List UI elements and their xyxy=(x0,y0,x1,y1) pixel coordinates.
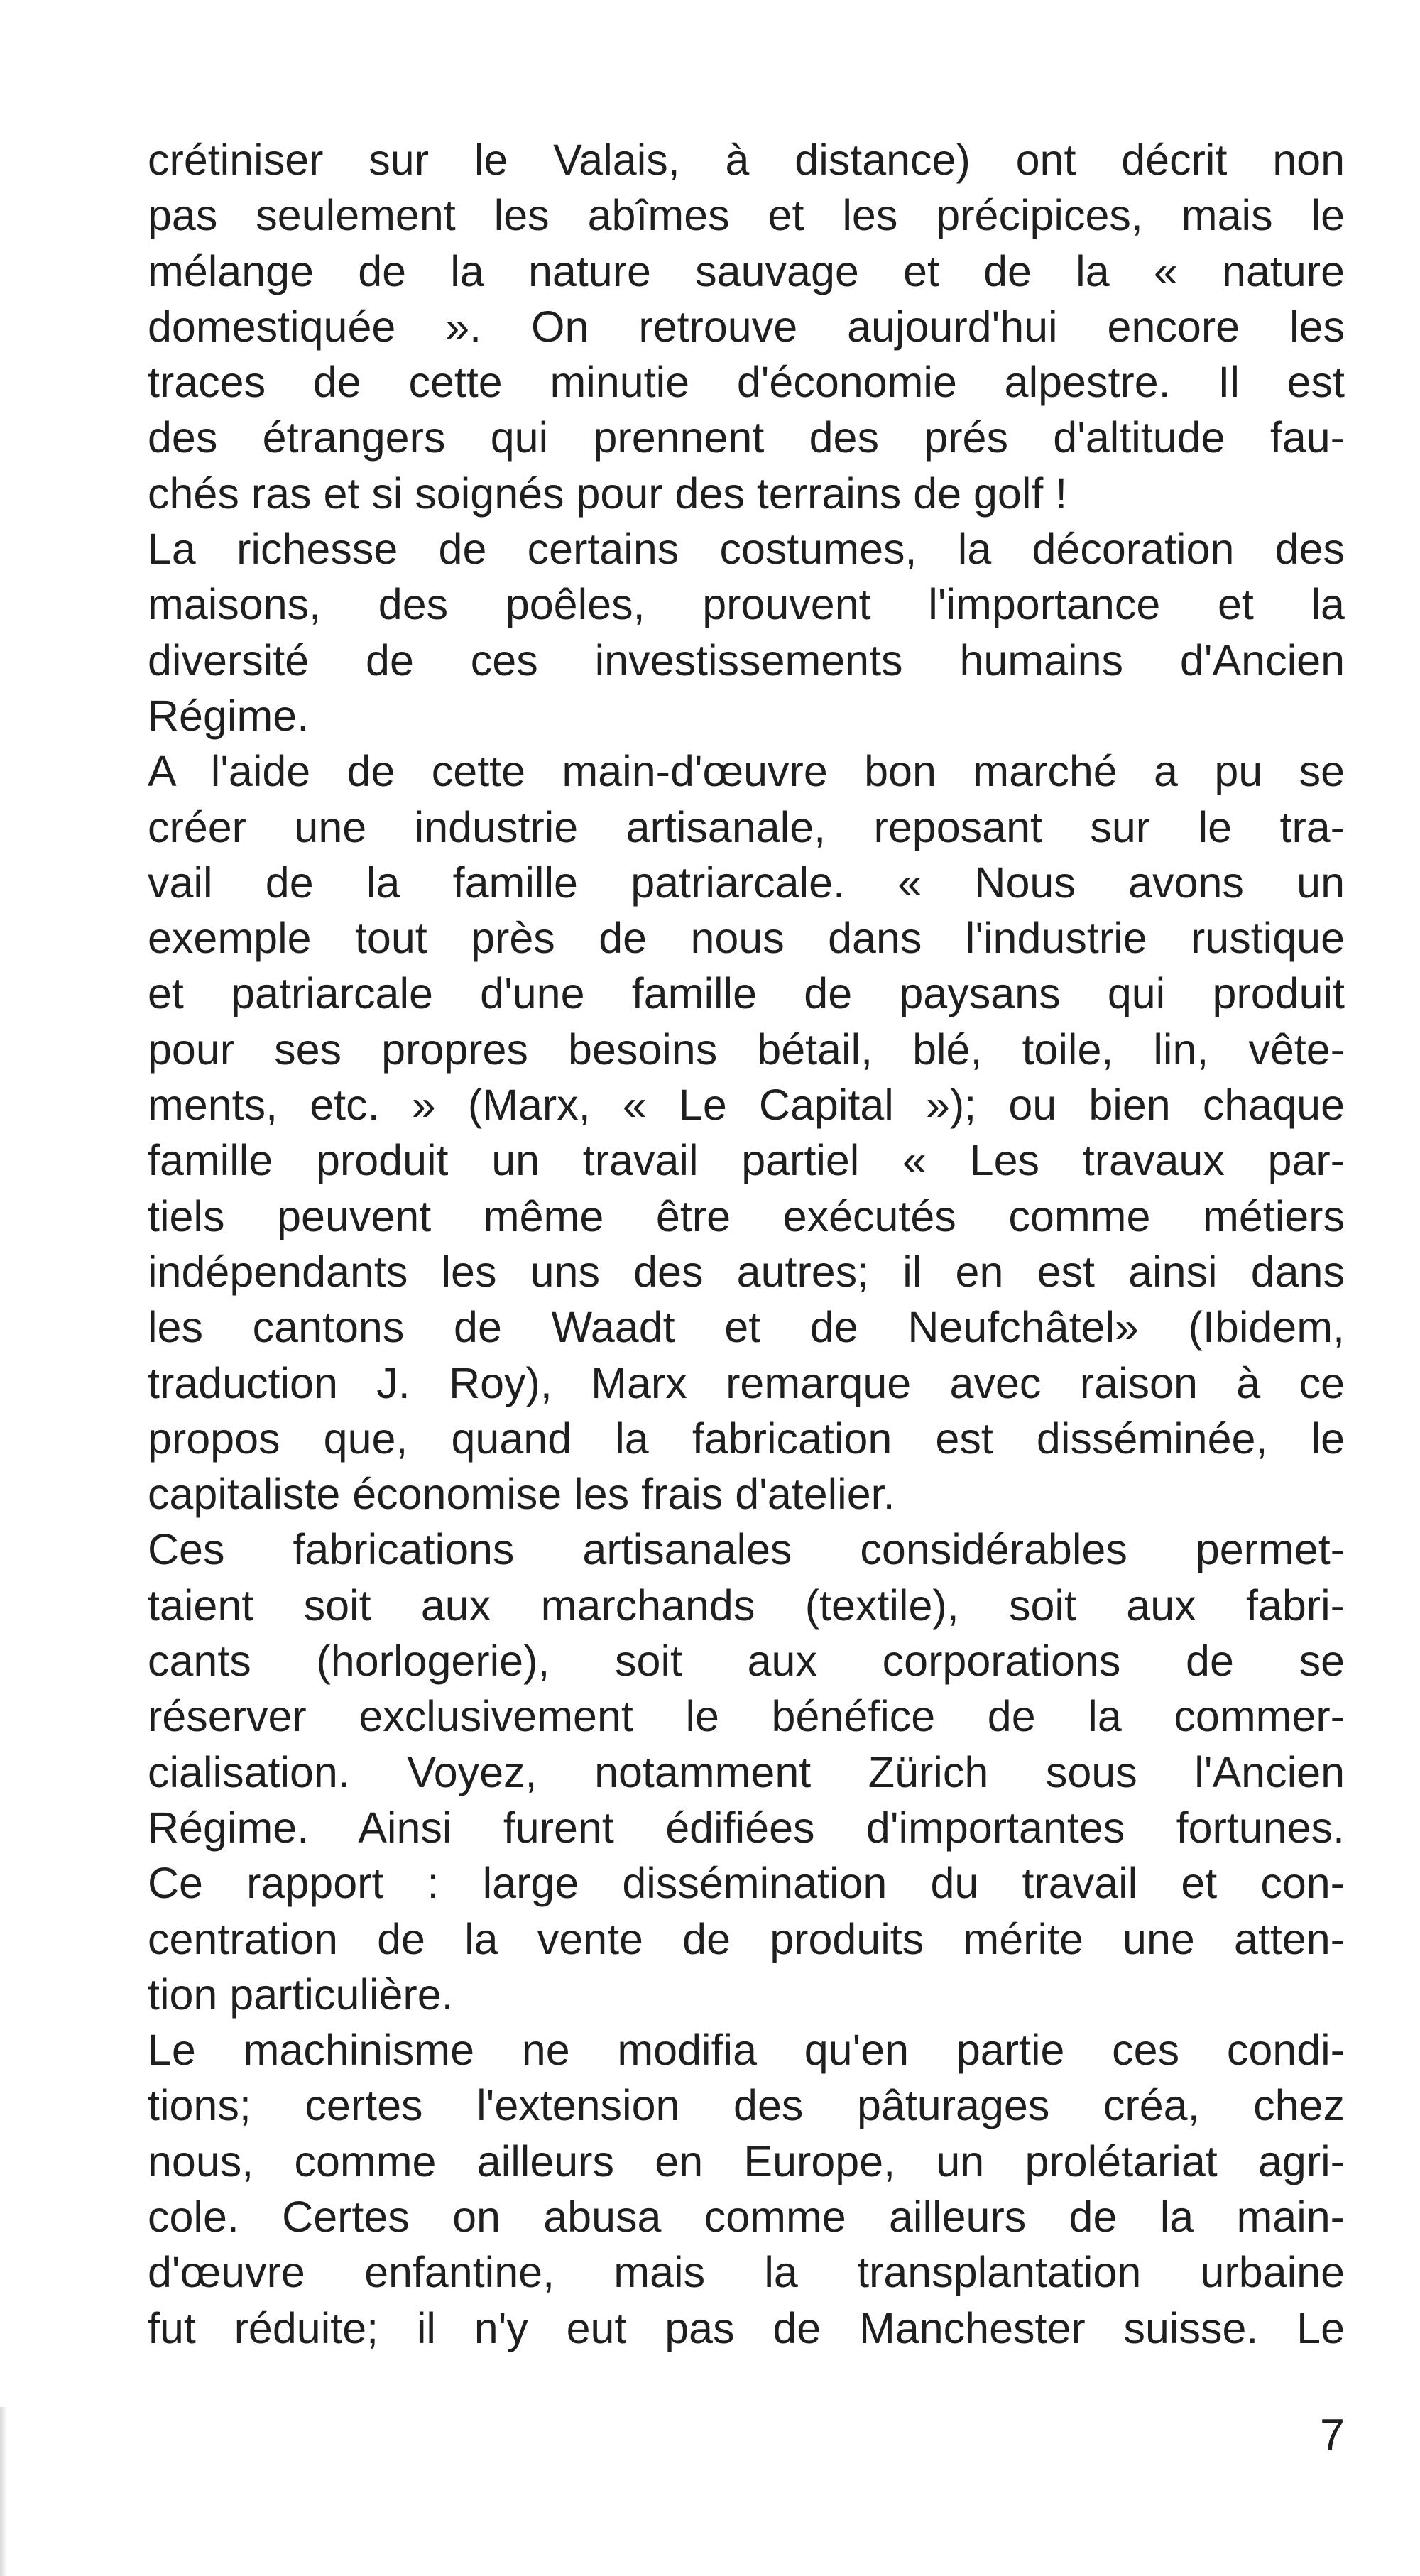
text-line: A l'aide de cette main-d'œuvre bon marché a pu se xyxy=(148,747,1345,796)
body-text xyxy=(148,132,1345,2356)
text-line: domestiquée ». On retrouve aujourd'hui encore les xyxy=(148,302,1345,351)
paragraph xyxy=(148,521,1345,743)
text-line: vail de la famille patriarcale. « Nous avons un xyxy=(148,858,1345,907)
text-line: créer une industrie artisanale, reposant sur le tra- xyxy=(148,802,1345,851)
paragraph xyxy=(148,132,1345,521)
text-line: cants (horlogerie), soit aux corporations de se xyxy=(148,1637,1345,1686)
page-edge-shadow xyxy=(0,2407,7,2576)
text-line: cialisation. Voyez, notamment Zürich sous l'Ancien xyxy=(148,1747,1345,1796)
paragraph xyxy=(148,743,1345,1522)
paragraph xyxy=(148,1522,1345,2022)
text-line: tions; certes l'extension des pâturages créa, chez xyxy=(148,2081,1345,2130)
text-line: cole. Certes on abusa comme ailleurs de la main- xyxy=(148,2192,1345,2241)
text-line: exemple tout près de nous dans l'industrie rustique xyxy=(148,914,1345,963)
text-line: les cantons de Waadt et de Neufchâtel» (Ibidem, xyxy=(148,1303,1345,1352)
text-line: d'œuvre enfantine, mais la transplantation urbaine xyxy=(148,2248,1345,2297)
text-line: réserver exclusivement le bénéfice de la commer- xyxy=(148,1692,1345,1741)
text-line: propos que, quand la fabrication est disséminée, le xyxy=(148,1414,1345,1463)
text-line: tion particulière. xyxy=(148,1970,454,2019)
text-line: maisons, des poêles, prouvent l'importance et la xyxy=(148,580,1345,629)
page-number: 7 xyxy=(1319,2411,1345,2460)
text-line: ments, etc. » (Marx, « Le Capital »); ou bien chaque xyxy=(148,1081,1345,1130)
text-line: crétiniser sur le Valais, à distance) ont décrit non xyxy=(148,136,1345,184)
text-line: famille produit un travail partiel « Les travaux par- xyxy=(148,1136,1345,1185)
text-line: Ce rapport : large dissémination du travail et con- xyxy=(148,1859,1345,1908)
text-line: diversité de ces investissements humains d'Ancien xyxy=(148,635,1345,684)
text-line: pour ses propres besoins bétail, blé, toile, lin, vête- xyxy=(148,1025,1345,1074)
paragraph xyxy=(148,2022,1345,2356)
text-line: mélange de la nature sauvage et de la « nature xyxy=(148,246,1345,295)
text-line: et patriarcale d'une famille de paysans qui produit xyxy=(148,969,1345,1018)
text-line: Ces fabrications artisanales considérables permet- xyxy=(148,1525,1345,1574)
text-line: nous, comme ailleurs en Europe, un prolétariat agri- xyxy=(148,2136,1345,2185)
text-line: centration de la vente de produits mérite une atten- xyxy=(148,1914,1345,1963)
text-line: Régime. Ainsi furent édifiées d'importantes fortunes. xyxy=(148,1803,1345,1852)
text-line: La richesse de certains costumes, la décoration des xyxy=(148,525,1345,574)
text-line: traduction J. Roy), Marx remarque avec raison à ce xyxy=(148,1358,1345,1407)
text-line: Régime. xyxy=(148,691,310,740)
text-line: indépendants les uns des autres; il en est ainsi dans xyxy=(148,1247,1345,1296)
text-line: traces de cette minutie d'économie alpestre. Il est xyxy=(148,358,1345,407)
text-line: tiels peuvent même être exécutés comme métiers xyxy=(148,1191,1345,1240)
text-line: capitaliste économise les frais d'atelier. xyxy=(148,1470,895,1519)
text-line: Le machinisme ne modifia qu'en partie ces condi- xyxy=(148,2026,1345,2075)
text-line: pas seulement les abîmes et les précipices, mais le xyxy=(148,191,1345,240)
text-line: des étrangers qui prennent des prés d'altitude fau- xyxy=(148,413,1345,462)
text-line: chés ras et si soignés pour des terrains de golf ! xyxy=(148,469,1068,518)
text-line: taient soit aux marchands (textile), soit aux fabri- xyxy=(148,1581,1345,1630)
text-line: fut réduite; il n'y eut pas de Manchester suisse. Le xyxy=(148,2303,1345,2352)
